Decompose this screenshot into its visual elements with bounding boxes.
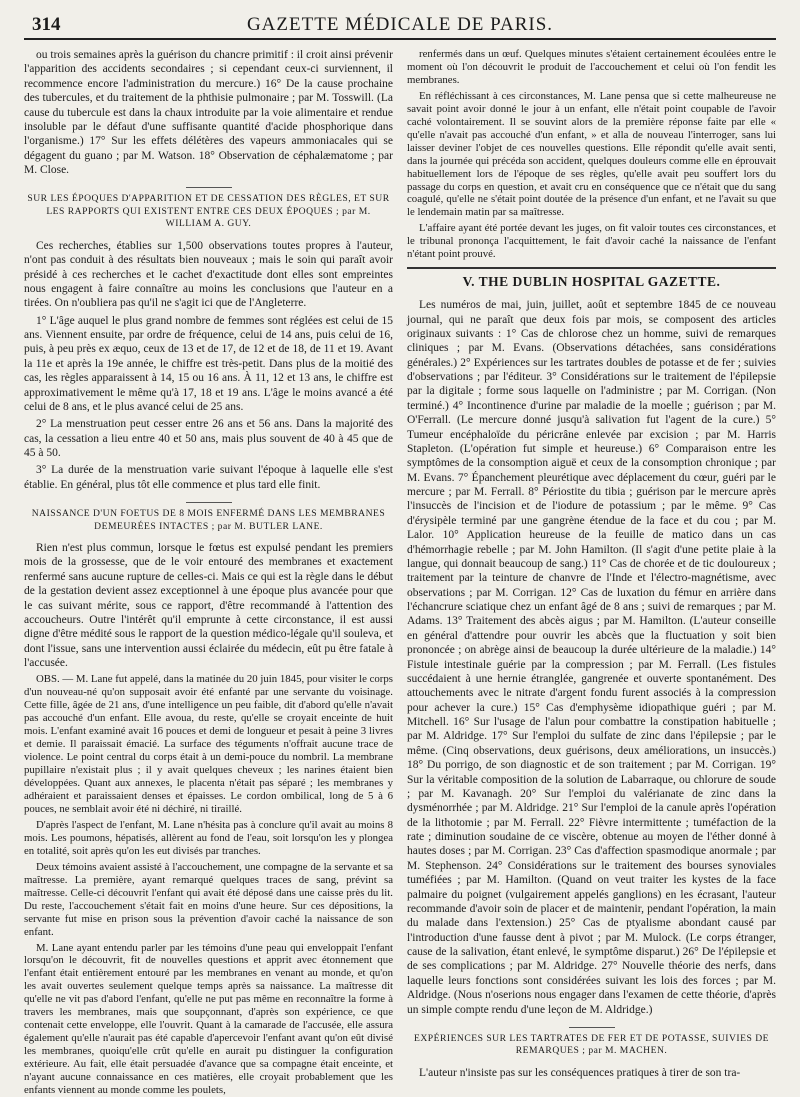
paragraph: 1° L'âge auquel le plus grand nombre de femmes sont réglées est celui de 15 ans. Viennent ensuite, par ordre de fréquence, celui de 14 ans, puis celui de 16, puis, à peu près ex æquo, ceux de 13 et de 17, de 12 et de 18, de 11 et 19. Avant la 11e et après la 19e année, le chiffre est très-petit. Dans plus de la moitié des cas, les règles apparaissent à 14, 15 ou 16 ans. À 11, 12 et 13 ans, le chiffre est approximativement le même qu'à 17, 18 et 19 ans. L'âge le moins avancé a été celui de 8 ans, et le plus avancé celui de 25 ans. [24,314,393,413]
paragraph: Deux témoins avaient assisté à l'accouchement, une compagne de la servante et sa maîtresse. La première, ayant remarqué quelques traces de sang, prévint sa maîtresse. Celle-ci découvrit l'enfant qui avait été déposé dans une caisse près du lit. Du reste, l'accouchement s'était fait en moins d'une heure. Sur ces dépositions, la servante fut mise en prison sous la prévention d'avoir caché la naissance de son enfant. [24,860,393,938]
paragraph: L'affaire ayant été portée devant les juges, on fit valoir toutes ces circonstances, et le tribunal prononça l'acquittement, le fait d'avoir caché la naissance de l'enfant n'étant point prouvé. [407,222,776,261]
page-header [24,14,776,40]
section-heading: SUR LES ÉPOQUES D'APPARITION ET DE CESSATION DES RÈGLES, ET SUR LES RAPPORTS QUI EXISTENT ENTRE CES DEUX ÉPOQUES ; par M. WILLIAM A. GUY. [24,187,393,230]
paragraph: 2° La menstruation peut cesser entre 26 ans et 56 ans. Dans la majorité des cas, la cessation a lieu entre 40 et 50 ans, mais plus souvent de 40 à 45 que de 45 à 50. [24,418,393,460]
section-heading: EXPÉRIENCES SUR LES TARTRATES DE FER ET DE POTASSE, SUIVIES DE REMARQUES ; par M. MACHEN. [407,1027,776,1058]
right-column [407,48,776,1088]
paragraph: D'après l'aspect de l'enfant, M. Lane n'hésita pas à conclure qu'il avait au moins 8 mois. Les poumons, hépatisés, allèrent au fond de l'eau, soit lorsqu'on les y plongea en totalité, soit après qu'on les eut divisés par tranches. [24,818,393,857]
paragraph: En réfléchissant à ces circonstances, M. Lane pensa que si cette malheureuse ne savait point avoir donné le jour à un enfant, elle n'était point coupable de l'avoir caché volontairement. Il se souvint alors de la première réponse faite par elle « qu'elle n'avait pas accouché d'un enfant, » et alla de nouveau l'interroger, sans lui laisser deviner l'objet de ces nouvelles questions. Elle répondit qu'elle avait senti, dans la journée qui précéda son accident, quelques douleurs comme elle en éprouvait habituellement lors de l'époque de ses règles, qu'elle avait peu souffert lors du passage du corps en question, et avait cru en conséquence que ce n'était que du sang coagulé, qu'elle ne s'était point doutée de la présence d'un enfant, et ne l'avait su que le lendemain matin par sa maîtresse. [407,89,776,219]
columns [24,48,776,1097]
paragraph: M. Lane ayant entendu parler par les témoins d'une peau qui enveloppait l'enfant lorsqu'on le découvrit, fit de nouvelles questions et apprit avec étonnement que l'enfant était entièrement entouré par les membranes en venant au monde, et qu'on les avait ouvertes seulement quelque temps après sa naissance. La maîtresse dit qu'elle ne vit pas d'abord l'enfant, qu'elle ne put pas même en reconnaître la forme à travers les membranes, mais que soupçonnant, d'après son expérience, ce que contenait cette enveloppe, elle l'ouvrit. Quant à la camarade de l'accusée, elle assura également qu'elle n'aurait pas été capable d'apercevoir l'enfant avant qu'on eût divisé les membranes, quoiqu'elle crût qu'elle en aurait pu distinguer la configuration extérieure. Au fait, elle était persuadée d'avance que sa compagne était enceinte, et n'ayant aucune connaissance en ces matières, elle croyait probablement que les enfants viennent au monde comme les poulets, [24,941,393,1097]
section-heading: NAISSANCE D'UN FOETUS DE 8 MOIS ENFERMÉ DANS LES MEMBRANES DEMEURÉES INTACTES ; par M. BUTLER LANE. [24,502,393,533]
paragraph: L'auteur n'insiste pas sur les conséquences pratiques à tirer de son tra- [419,1066,741,1079]
left-column [24,48,393,1097]
paragraph: Ces recherches, établies sur 1,500 observations toutes propres à l'auteur, n'ont pas conduit à des résultats bien nouveaux ; mais le soin qui paraît avoir présidé à ces recherches et le cachet d'exactitude dont elles sont empreintes nous engagent à faire connaître au moins les conclusions que l'auteur en a tirées. On n'oubliera pas qu'il ne s'agit ici que de l'Angleterre. [24,239,393,310]
paragraph: 3° La durée de la menstruation varie suivant l'époque à laquelle elle s'est établie. En général, plus tôt elle commence et plus tard elle finit. [24,464,393,491]
paragraph: Rien n'est plus commun, lorsque le fœtus est expulsé pendant les premiers mois de la grossesse, que de le voir entouré des membranes et exactement renfermé sans aucune rupture de celles-ci. Mais ce qui est la règle dans le début de la gestation devient assez exceptionnel à une époque plus avancée pour que le cas suivant mérite, sous ce rapport, d'être recommandé à l'attention des accoucheurs. Outre l'intérêt qu'il emprunte à cette circonstance, il est aussi digne d'être médité sous le rapport de la question médico-légale qu'il souleva, et dont l'issue, sans une intervention aussi éclairée du médecin, eût pu être fatale à l'accusée. [24,542,393,670]
page-number: 314 [32,14,61,35]
paragraph: ou trois semaines après la guérison du chancre primitif : il croit ainsi prévenir l'apparition des accidents secondaires ; si cependant ceux-ci surviennent, il recommence encore l'administration du mercure.) 16° De la cause prochaine des tubercules, et du traitement de la phthisie pulmonaire ; par M. Tosswill. (La cause du tubercule est dans la chaux introduite par la voie alimentaire et rendue insoluble par le défaut d'une suffisante quantité d'acide phosphorique dans l'organisme.) 17° Sur les effets délétères des vapeurs ammoniacales qui se dégagent du guano ; par M. Watson. 18° Observation de céphalæmatome ; par M. Close. [24,49,393,176]
section-heading: V. THE DUBLIN HOSPITAL GAZETTE. [407,267,776,291]
journal-title: GAZETTE MÉDICALE DE PARIS. [246,14,554,35]
paragraph: renfermés dans un œuf. Quelques minutes s'étaient certainement écoulées entre le moment où l'on découvrit le produit de l'accouchement et celui où l'on fendit les membranes. [407,48,776,86]
paragraph: OBS. — M. Lane fut appelé, dans la matinée du 20 juin 1845, pour visiter le corps d'un nouveau-né qu'on supposait avoir été enfanté par une servante du voisinage. Cette fille, âgée de 21 ans, d'une intelligence un peu faible, dit d'abord qu'elle n'avait pas accouché d'un enfant. Elle avoua, du reste, qu'elle se croyait enceinte de huit mois. L'enfant examiné avait 16 pouces et demi de longueur et pesait à peine 3 livres et demie. Il paraissait émacié. La surface des téguments n'offrait aucune trace de violence. Le point central du corps était à un demi-pouce du nombril. La membrane pupillaire n'existait plus ; il y avait quelques cheveux ; les narines étaient bien développées. Quant aux annexes, le placenta n'était pas séparé ; les membranes y adhéraient et paraissaient denses et épaisses. Le cordon ombilical, long de 5 à 6 pouces, ne semblait avoir été ni déchiré, ni tiraillé. [24,673,393,815]
paragraph: Les numéros de mai, juin, juillet, août et septembre 1845 de ce nouveau journal, qui ne paraît que deux fois par mois, se composent des articles originaux suivants : 1° Cas de chlorose chez un homme, suivi de remarques cliniques ; par M. Evans. (Observations détachées, sans considérations générales.) 2° Expériences sur les tartrates doubles de potasse et de fer ; suivies d'observations ; par l'éditeur. 3° Considérations sur le traitement de l'épilepsie par la digitale ; forme sous laquelle on l'administre ; par M. Corrigan. (Non terminé.) 4° Incontinence d'urine par maladie de la moelle ; guérison ; par M. O'Ferrall. (Le mercure donné jusqu'à salivation fut l'agent de la cure.) 5° Tumeur encéphaloïde du péricrâne enlevée par excision ; par M. Harris Stapleton. (L'opération fut simple et heureuse.) 6° Comparaison entre les symptômes de la consomption aiguë et ceux de la consomption chronique ; par M. Evans. 7° Épanchement pleurétique avec déplacement du cœur, guéri par le mercure ; par M. Ferrall. 8° Périostite du tibia ; guérison par le mercure après l'insuccès de l'incision et de l'iodure de potassium ; par le même. 9° Cas d'érysipèle terminé par une gangrène étendue de la face et du cou ; par M. Lalor. 10° Application heureuse de la feuille de matico dans un cas d'hémorrhagie rebelle ; par M. John Hamilton. (Il s'agit d'une petite plaie à la langue, qui donnait beaucoup de sang.) 11° Cas de chorée et de tic douloureux ; traitement par la teinture de chanvre de l'Inde et l'électro-magnétisme, avec observations ; par M. Corrigan. 12° Cas de luxation du fémur en arrière dans l'échancrure sciatique chez un enfant âgé de 8 ans ; suivi de remarques ; par M. Adams. 13° Traitement des abcès aigus ; par M. Hamilton. (L'auteur conseille en général d'attendre pour ouvrir les abcès que la fluctuation y soit bien prononcée ; on abrège ainsi de beaucoup la durée ultérieure de la maladie.) 14° Fistule intestinale guérie par la compression ; par M. Ferrall. (Les fistules succédaient à une hernie étranglée, gangrenée et ouverte spontanément. Des attouchements avec le nitrate d'argent fondu furent associés à la compression pour achever la cure.) 15° Cas d'emphysème idiopathique guéri ; par M. Mitchell. 16° Sur l'usage de l'alun pour combattre la constipation habituelle ; par M. Aldridge. 17° Sur l'emploi du sulfate de zinc dans l'épilepsie ; par le même. (Cinq observations, deux guérisons, deux améliorations, un insuccès.) 18° Du porrigo, de son diagnostic et de son traitement ; par M. Corrigan. 19° Sur la véritable composition de la solution de Labarraque, ou chlorure de soude ; par M. Kavanagh. 20° Sur l'emploi du valérianate de zinc dans la dysménorrhée ; par M. Aldridge. 21° Sur l'emploi de la canule après l'opération de la lithotomie ; par M. Ferrall. 22° Fièvre intermittente ; tuméfaction de la rate ; diminution soudaine de ce viscère, obtenue au moyen de l'éther donné à hautes doses ; par M. Corrigan. 23° Cas d'affection spasmodique anormale ; par M. Stephenson. 24° Considérations sur le traitement des bourses synoviales tuméfiées ; par M. Hamilton. (Quand on veut traiter les kystes de la face palmaire du poignet (vulgairement appelés ganglions) en les écrasant, l'auteur recommande d'avoir soin de placer et de maintenir, pendant l'opération, la main du malade dans l'extension.) 25° Cas de ptyalisme abondant causé par l'introduction d'une fausse dent à pivot ; par M. Mulock. (Le corps étranger, cause de la salivation, étant enlevé, le symptôme disparut.) 26° De l'épilepsie et de ses complications ; par M. Aldridge. 27° Nouvelle théorie des nerfs, dans laquelle leurs fonctions sont considérées suivant les lois des forces ; par M. Aldridge. (Nous n'oserions nous engager dans l'examen de cette théorie, d'après un simple compte rendu d'une leçon de M. Aldridge.) [407,299,776,1016]
